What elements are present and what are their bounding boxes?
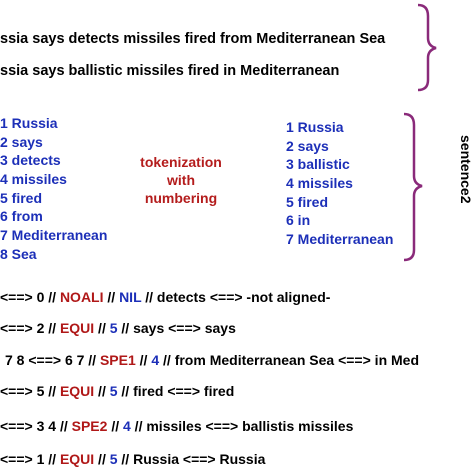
alignment-sep: //: [94, 451, 110, 467]
left-token: 1 Russia: [0, 115, 58, 131]
alignment-row: [0, 451, 265, 467]
alignment-row: [0, 320, 236, 336]
left-token: 2 says: [0, 133, 43, 150]
left-token: 7 Mediterranean: [0, 227, 108, 244]
alignment-sep: //: [103, 289, 120, 305]
alignment-score: 4: [151, 352, 160, 368]
left-token: 3 detects: [0, 152, 61, 169]
left-token: 6 from: [0, 208, 43, 225]
right-token: 1 Russia: [286, 119, 344, 135]
alignment-score: 5: [109, 451, 118, 467]
left-token: 4 missiles: [0, 171, 67, 188]
right-token-list: [286, 118, 393, 249]
alignment-score: NIL: [119, 289, 142, 305]
alignment-sep: //: [135, 352, 152, 368]
right-token: 3 ballistic: [286, 156, 350, 173]
alignment-left: <==> 1 //: [0, 451, 60, 467]
alignment-left: <==> 3 4 //: [0, 418, 72, 434]
alignment-rest: // from Mediterranean Sea <==> in Med: [159, 352, 420, 368]
alignment-rest: // detects <==> -not aligned-: [141, 289, 331, 305]
alignment-sep: //: [94, 320, 110, 336]
left-token: 8 Sea: [0, 245, 37, 262]
sentence1-text: ssia says detects missiles fired from Mediterranean Sea: [0, 31, 386, 47]
alignment-type: EQUI: [59, 320, 95, 336]
alignment-type: EQUI: [59, 451, 95, 467]
left-token-list: [0, 114, 107, 264]
right-token: 7 Mediterranean: [286, 231, 394, 248]
alignment-row: [0, 383, 234, 399]
alignment-sep: //: [94, 383, 110, 399]
sentence2-bracket: [404, 114, 422, 260]
alignment-rest: // fired <==> fired: [117, 383, 235, 399]
middle-label-line: numbering: [144, 190, 218, 206]
tokenization-label: [121, 153, 241, 207]
alignment-row: [5, 352, 419, 368]
alignment-left: <==> 0 //: [0, 289, 60, 305]
alignment-type: EQUI: [59, 383, 95, 399]
sentence2-text: ssia says ballistic missiles fired in Mediterranean: [0, 63, 340, 79]
middle-label-line: tokenization: [140, 154, 222, 170]
alignment-left: <==> 2 //: [0, 320, 60, 336]
middle-label-line: with: [167, 172, 195, 188]
right-token: 6 in: [286, 212, 311, 229]
alignment-sep: //: [107, 418, 123, 434]
sentence2-side-label: sentence2: [458, 135, 474, 204]
alignment-type: NOALI: [59, 289, 104, 305]
alignment-score: 4: [123, 418, 131, 434]
alignment-rest: // Russia <==> Russia: [117, 451, 266, 467]
right-token: 5 fired: [286, 193, 329, 210]
alignment-rest: // missiles <==> ballistis missiles: [130, 418, 354, 434]
alignment-type: SPE2: [71, 418, 108, 434]
left-token: 5 fired: [0, 189, 43, 206]
alignment-type: SPE1: [99, 352, 136, 368]
alignment-row: [0, 289, 330, 305]
sentence-bracket: [418, 5, 436, 90]
alignment-rest: // says <==> says: [117, 320, 236, 336]
right-token: 2 says: [286, 137, 329, 154]
alignment-row: [0, 418, 353, 434]
alignment-left: <==> 5 //: [0, 383, 60, 399]
right-token: 4 missiles: [286, 175, 353, 192]
alignment-score: 5: [109, 320, 118, 336]
alignment-score: 5: [109, 383, 118, 399]
alignment-left: 7 8 <==> 6 7 //: [5, 352, 100, 368]
